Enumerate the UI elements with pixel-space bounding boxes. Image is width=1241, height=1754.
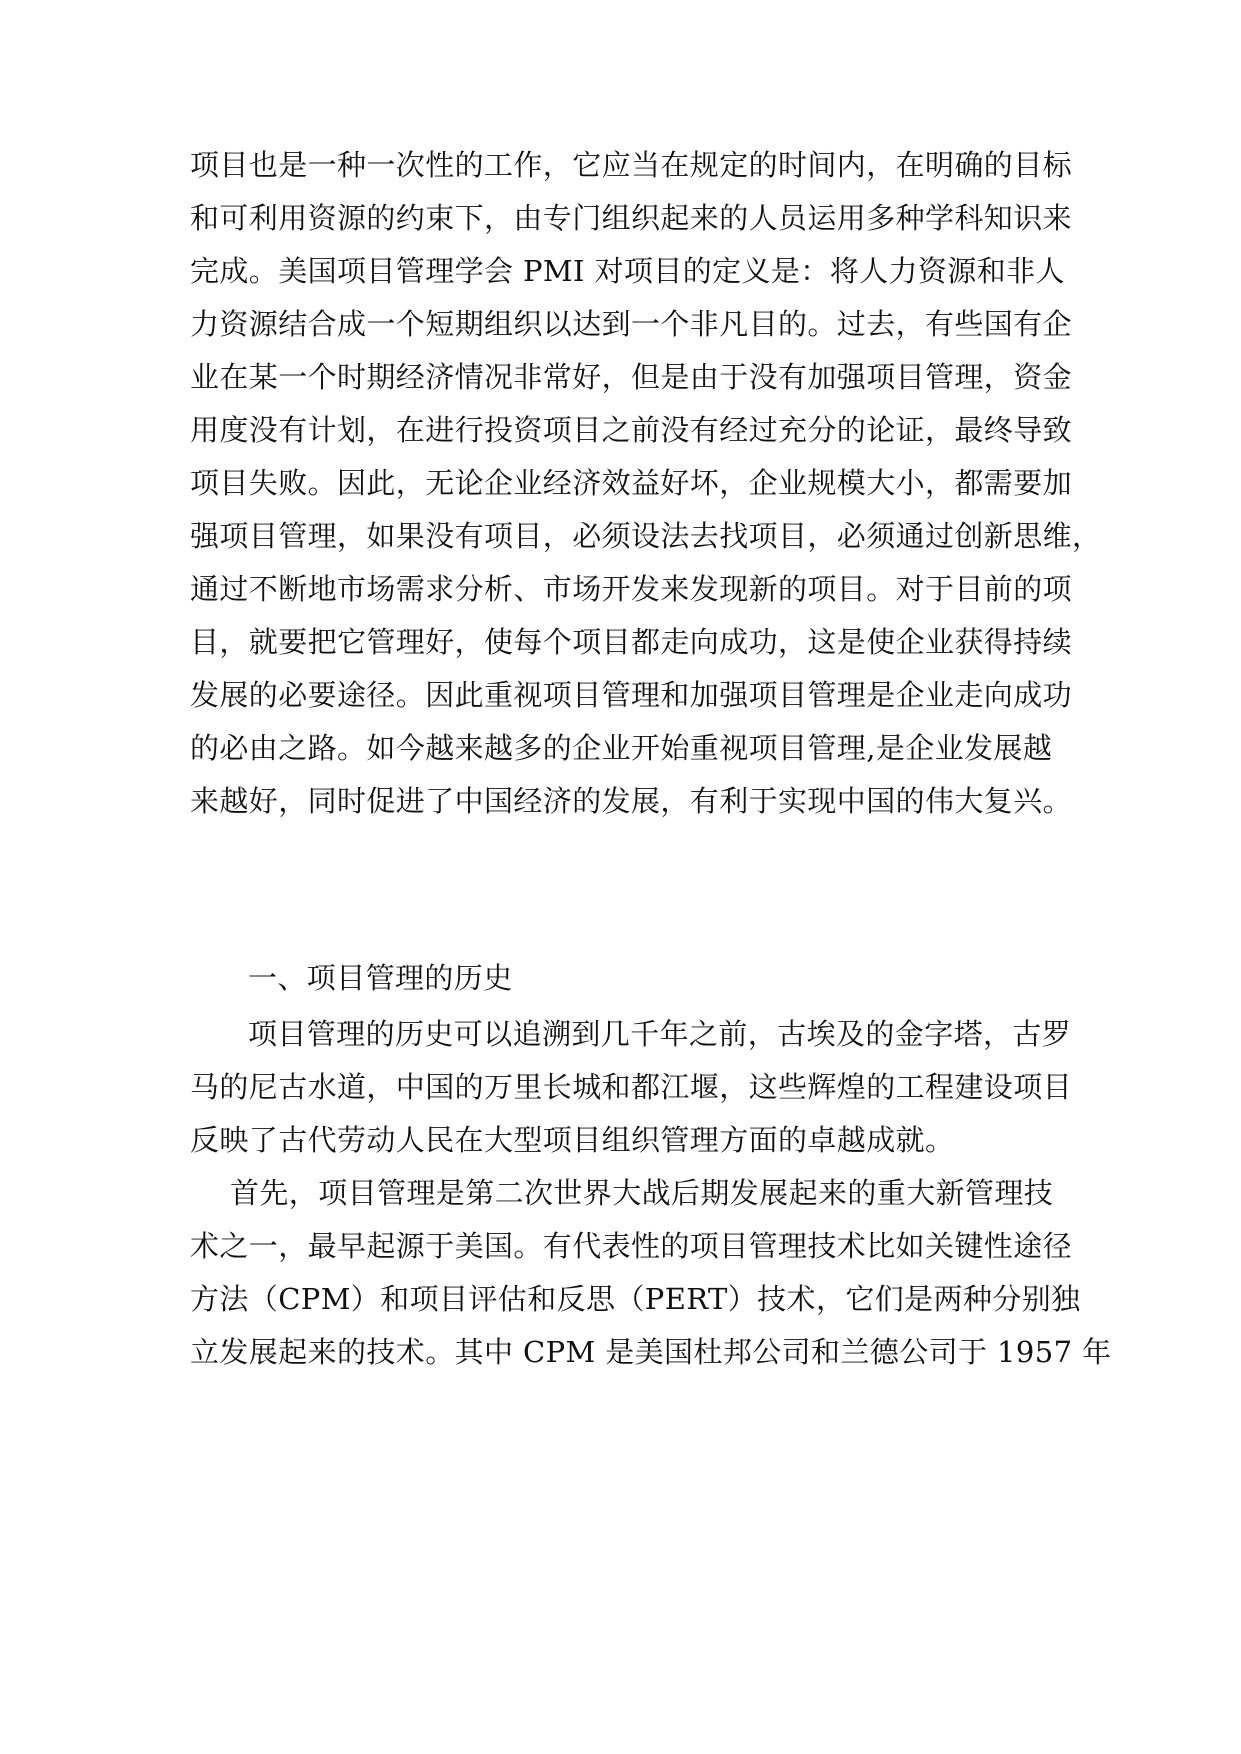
text-line: 业在某一个时期经济情况非常好，但是由于没有加强项目管理，资金 [190,360,1073,394]
text-line: 马的尼古水道，中国的万里长城和都江堰，这些辉煌的工程建设项目 [190,1070,1073,1104]
text-line: 和可利用资源的约束下，由专门组织起来的人员运用多种学科知识来 [190,201,1073,235]
text-line: 用度没有计划，在进行投资项目之前没有经过充分的论证，最终导致 [190,413,1073,447]
text-line: 项目管理的历史可以追溯到几千年之前，古埃及的金字塔，古罗 [248,1017,1072,1051]
text-line: 力资源结合成一个短期组织以达到一个非凡目的。过去，有些国有企 [190,307,1073,341]
text-line: 方法（CPM）和项目评估和反思（PERT）技术，它们是两种分别独 [190,1282,1081,1316]
text-line: 项目失败。因此，无论企业经济效益好坏，企业规模大小，都需要加 [190,466,1073,500]
text-line: 术之一，最早起源于美国。有代表性的项目管理技术比如关键性途径 [190,1229,1073,1263]
text-line: 反映了古代劳动人民在大型项目组织管理方面的卓越成就。 [190,1123,955,1157]
text-line: 强项目管理，如果没有项目，必须设法去找项目，必须通过创新思维， [190,519,1102,553]
text-line: 完成。美国项目管理学会 PMI 对项目的定义是：将人力资源和非人 [190,254,1065,288]
section-heading: 一、项目管理的历史 [248,961,513,995]
text-line: 发展的必要途径。因此重视项目管理和加强项目管理是企业走向成功 [190,678,1073,712]
text-line: 首先，项目管理是第二次世界大战后期发展起来的重大新管理技 [230,1176,1054,1210]
text-line: 项目也是一种一次性的工作，它应当在规定的时间内，在明确的目标 [190,148,1073,182]
text-line: 立发展起来的技术。其中 CPM 是美国杜邦公司和兰德公司于 1957 年 [190,1335,1112,1369]
text-line: 来越好，同时促进了中国经济的发展，有利于实现中国的伟大复兴。 [190,784,1073,818]
text-line: 目，就要把它管理好，使每个项目都走向成功，这是使企业获得持续 [190,625,1073,659]
text-line: 通过不断地市场需求分析、市场开发来发现新的项目。对于目前的项 [190,572,1073,606]
text-line: 的必由之路。如今越来越多的企业开始重视项目管理,是企业发展越 [190,731,1053,765]
